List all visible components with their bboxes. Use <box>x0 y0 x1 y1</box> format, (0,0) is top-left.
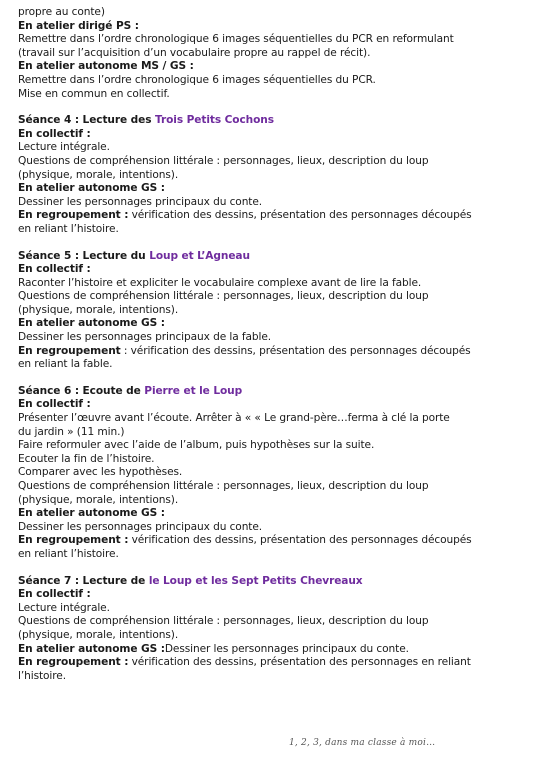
seance-6 <box>18 385 538 562</box>
seance-4 <box>18 114 538 236</box>
text-line: en reliant l’histoire. <box>18 222 119 235</box>
text-line: Questions de compréhension littérale : personnages, lieux, description du loup <box>18 480 429 492</box>
seance-title: Pierre et le Loup <box>144 384 243 397</box>
subheading: En collectif : <box>18 127 91 140</box>
text-line: (physique, morale, intentions). <box>18 303 179 316</box>
text-line: Dessiner les personnages principaux du conte. <box>18 195 263 208</box>
seance-heading: Séance 4 : Lecture des Trois Petits Cochons <box>18 114 274 127</box>
text-line: Comparer avec les hypothèses. <box>18 466 183 479</box>
subheading: En collectif : <box>18 263 91 276</box>
seance-title: Loup et L’Agneau <box>149 249 250 262</box>
text-line: Remettre dans l’ordre chronologique 6 images séquentielles du PCR. <box>18 73 376 86</box>
subheading: En atelier autonome GS : <box>18 507 165 520</box>
subheading: En collectif : <box>18 588 91 601</box>
seance-heading: Séance 5 : Lecture du Loup et L’Agneau <box>18 249 250 262</box>
text-line: En atelier autonome GS :Dessiner les personnages principaux du conte. <box>18 642 409 655</box>
text-line: Raconter l’histoire et expliciter le vocabulaire complexe avant de lire la fable. <box>18 276 422 289</box>
subheading: En atelier autonome GS : <box>18 182 165 195</box>
seance-title: le Loup et les Sept Petits Chevreaux <box>148 574 363 587</box>
text-line: En regroupement : vérification des dessins, présentation des personnages découpés <box>18 344 471 357</box>
text-line: l’histoire. <box>18 669 66 682</box>
subheading: En atelier autonome GS : <box>18 317 165 330</box>
text-line: En regroupement : vérification des dessins, présentation des personnages en reliant <box>18 656 471 669</box>
text-line: en reliant l’histoire. <box>18 547 119 560</box>
text-line: En regroupement : vérification des dessins, présentation des personnages découpés <box>18 209 472 222</box>
text-line: Faire reformuler avec l’aide de l’album, puis hypothèses sur la suite. <box>18 439 375 452</box>
text-line: (travail sur l’acquisition d’un vocabulaire propre au rappel de récit). <box>18 46 371 59</box>
text-line: Lecture intégrale. <box>18 141 110 154</box>
seance-7 <box>18 575 538 684</box>
text-line: Questions de compréhension littérale : personnages, lieux, description du loup <box>18 290 429 303</box>
seance-heading: Séance 7 : Lecture de le Loup et les Sept Petits Chevreaux <box>18 574 363 587</box>
text-line: en reliant la fable. <box>18 358 113 371</box>
text-line: Questions de compréhension littérale : personnages, lieux, description du loup <box>18 154 429 167</box>
text-line: Dessiner les personnages principaux de la fable. <box>18 331 272 344</box>
footer-signature: 1, 2, 3, dans ma classe à moi… <box>289 738 436 748</box>
text-line: (physique, morale, intentions). <box>18 628 179 641</box>
text-line: Ecouter la fin de l’histoire. <box>18 452 155 465</box>
text-line: propre au conte) <box>18 6 105 18</box>
document-page <box>18 6 538 683</box>
text-line: Remettre dans l’ordre chronologique 6 images séquentielles du PCR en reformulant <box>18 33 454 46</box>
subheading: En atelier autonome MS / GS : <box>18 60 194 73</box>
seance-heading: Séance 6 : Ecoute de Pierre et le Loup <box>18 384 243 397</box>
text-line: Présenter l’œuvre avant l’écoute. Arrêter à « « Le grand-père…ferma à clé la porte <box>18 412 450 425</box>
text-line: (physique, morale, intentions). <box>18 493 179 506</box>
text-line: Mise en commun en collectif. <box>18 87 170 100</box>
text-line: du jardin » (11 min.) <box>18 425 125 438</box>
subheading: En collectif : <box>18 398 91 411</box>
text-line: En regroupement : vérification des dessins, présentation des personnages découpés <box>18 534 472 547</box>
intro-block <box>18 6 538 101</box>
subheading: En atelier dirigé PS : <box>18 19 139 32</box>
text-line: Questions de compréhension littérale : personnages, lieux, description du loup <box>18 615 429 628</box>
seance-title: Trois Petits Cochons <box>155 114 274 127</box>
text-line: (physique, morale, intentions). <box>18 168 179 181</box>
seance-5 <box>18 250 538 372</box>
text-line: Lecture intégrale. <box>18 601 110 614</box>
text-line: Dessiner les personnages principaux du conte. <box>18 520 263 533</box>
